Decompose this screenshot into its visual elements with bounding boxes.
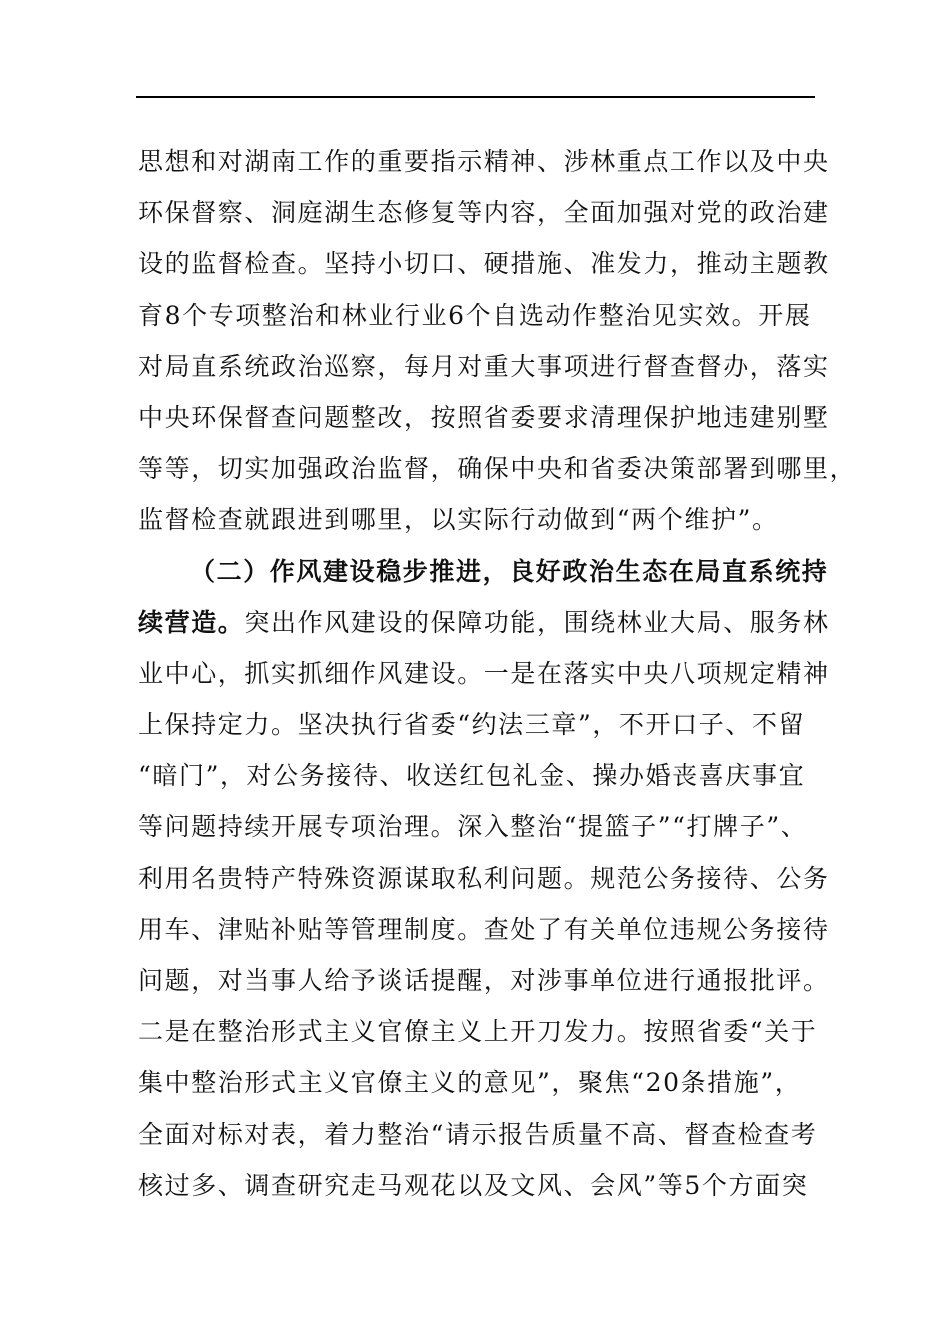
- text-run: 设的监督检查。坚持小切口、硬措施、准发力，推动主题教: [138, 249, 830, 279]
- text-line: [138, 1109, 820, 1160]
- header-rule: [136, 96, 815, 98]
- text-run: 等问题持续开展专项治理。深入整治“提篮子”“打牌子”、: [138, 812, 808, 842]
- text-run: “暗门”，对公务接待、收送红包礼金、操办婚丧喜庆事宜: [138, 761, 806, 791]
- text-line: [138, 494, 820, 545]
- text-line: [138, 853, 830, 904]
- text-line: [138, 290, 820, 341]
- text-run: 二是在整治形式主义官僚主义上开刀发力。按照省委“关于: [138, 1017, 818, 1047]
- text-line: [138, 341, 830, 392]
- text-run: 上保持定力。坚决执行省委“约法三章”，不开口子、不留: [138, 710, 806, 740]
- text-line: [138, 699, 820, 750]
- text-run: 思想和对湖南工作的重要指示精神、涉林重点工作以及中央: [138, 147, 830, 176]
- text-run: 突出作风建设的保障功能，围绕林业大局、服务林: [244, 607, 830, 637]
- text-run: 利用名贵特产特殊资源谋取私利问题。规范公务接待、公务: [138, 863, 830, 893]
- text-run: 对局直系统政治巡察，每月对重大事项进行督查督办，落实: [138, 351, 830, 381]
- text-line: [138, 1160, 820, 1211]
- text-run: 全面对标对表，着力整治“请示报告质量不高、督查检查考: [138, 1119, 818, 1149]
- text-run: 用车、津贴补贴等管理制度。查处了有关单位违规公务接待: [138, 914, 830, 944]
- text-line: [138, 1057, 820, 1108]
- text-run: 集中整治形式主义官僚主义的意见”，聚焦“20条措施”，: [138, 1068, 802, 1098]
- text-run: 环保督察、洞庭湖生态修复等内容，全面加强对党的政治建: [138, 198, 830, 228]
- text-line: [138, 597, 830, 648]
- text-line: [138, 1006, 820, 1057]
- text-line: [138, 136, 830, 187]
- text-line: [138, 955, 830, 1006]
- text-run: 监督检查就跟进到哪里，以实际行动做到“两个维护”。: [138, 505, 779, 535]
- text-line: [138, 238, 830, 289]
- text-line: [138, 187, 830, 238]
- text-run: 问题，对当事人给予谈话提醒，对涉事单位进行通报批评。: [138, 966, 830, 995]
- body-text: [138, 136, 857, 1211]
- text-line: [138, 750, 820, 801]
- text-run: 等等，切实加强政治监督，确保中央和省委决策部署到哪里，: [138, 454, 857, 484]
- text-run: 核过多、调查研究走马观花以及文风、会风”等5个方面突: [138, 1170, 809, 1200]
- section-heading-end: 续营造。: [138, 607, 245, 637]
- text-line: [138, 648, 830, 699]
- section-heading: （二）作风建设稳步推进，良好政治生态在局直系统持: [190, 556, 829, 586]
- text-line: [138, 801, 820, 852]
- text-run: 业中心，抓实抓细作风建设。一是在落实中央八项规定精神: [138, 658, 830, 688]
- text-line: [138, 443, 857, 494]
- text-run: 育8个专项整治和林业行业6个自选动作整治见实效。开展: [138, 300, 812, 330]
- text-line: [138, 392, 830, 443]
- text-run: 中央环保督查问题整改，按照省委要求清理保护地违建别墅: [138, 402, 830, 432]
- section-heading-line: [138, 546, 829, 597]
- text-line: [138, 904, 830, 955]
